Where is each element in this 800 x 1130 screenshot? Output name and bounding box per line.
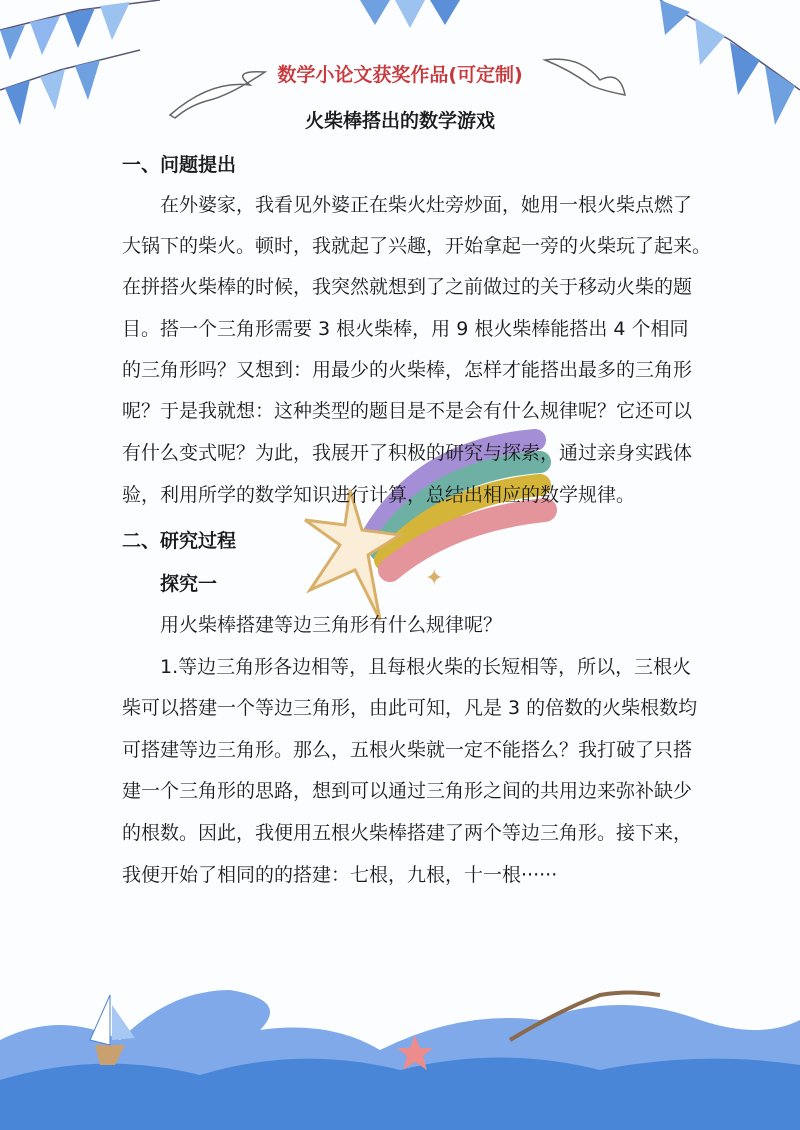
question-line: 用火柴棒搭建等边三角形有什么规律呢？ (160, 614, 503, 636)
paragraph-line: 我便开始了相同的的搭建：七根，九根，十一根······ (122, 864, 558, 886)
paragraph-line: 有什么变式呢？为此，我展开了积极的研究与探索，通过亲身实践体 (122, 442, 693, 464)
paragraph-line: 1.等边三角形各边相等，且每根火柴的长短相等，所以，三根火 (160, 656, 692, 678)
award-tag: 数学小论文获奖作品(可定制) (277, 64, 523, 86)
paragraph-line: 柴可以搭建一个等边三角形，由此可知，凡是 3 的倍数的火柴根数均 (122, 697, 698, 719)
svg-text:✦: ✦ (425, 566, 444, 591)
paragraph-line: 呢？于是我就想：这种类型的题目是不是会有什么规律呢？它还可以 (122, 400, 693, 422)
paragraph-line: 建一个三角形的思路，想到可以通过三角形之间的共用边来弥补缺少 (122, 780, 693, 802)
paragraph-line: 验，利用所学的数学知识进行计算，总结出相应的数学规律。 (122, 484, 636, 506)
paragraph-line: 目。搭一个三角形需要 3 根火柴棒，用 9 根火柴棒能搭出 4 个相同 (122, 318, 689, 340)
paragraph-line: 可搭建等边三角形。那么，五根火柴就一定不能搭么？我打破了只搭 (122, 739, 693, 761)
paragraph-line: 在外婆家，我看见外婆正在柴火灶旁炒面，她用一根火柴点燃了 (160, 194, 693, 216)
section-heading-2: 二、研究过程 (122, 530, 237, 552)
paragraph-line: 的三角形吗？又想到：用最少的火柴棒，怎样才能搭出最多的三角形 (122, 359, 693, 381)
page-title: 火柴棒搭出的数学游戏 (304, 110, 495, 132)
paragraph-line: 的根数。因此，我便用五根火柴棒搭建了两个等边三角形。接下来， (122, 822, 693, 844)
subheading: 探究一 (160, 573, 218, 595)
paragraph-line: 在拼搭火柴棒的时候，我突然就想到了之前做过的关于移动火柴的题 (122, 276, 693, 298)
ocean-waves-decoration (0, 950, 800, 1130)
paragraph-line: 大锅下的柴火。顿时，我就起了兴趣，开始拿起一旁的火柴玩了起来。 (122, 235, 712, 257)
section-heading-1: 一、问题提出 (122, 154, 237, 176)
